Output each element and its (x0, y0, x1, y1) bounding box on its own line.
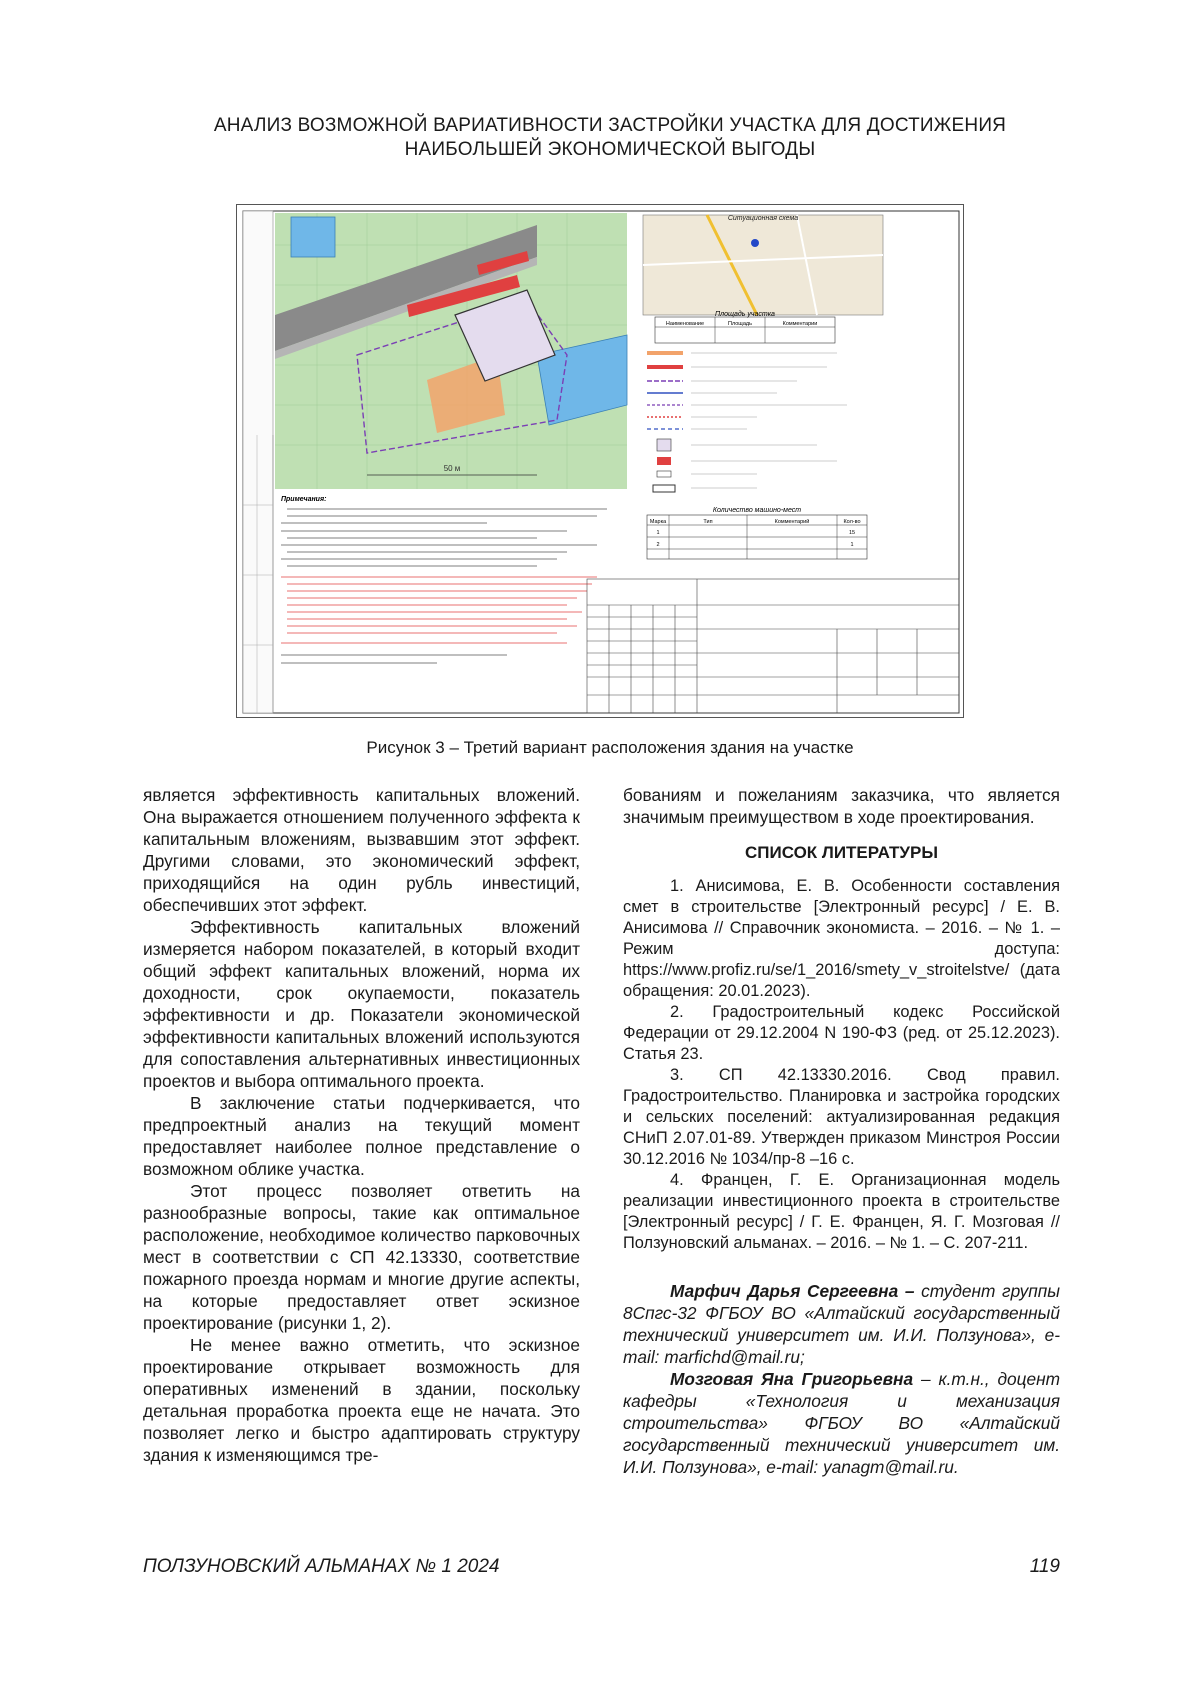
reference-item: 1. Анисимова, Е. В. Особенности составления смет в строительстве [Электронный ресурс] / Е. В. Анисимова // Справочник экономиста. – 2016. – № 1. – Режим доступа: https://www.profiz.ru/se/1_2016/smety_v_stroitelstve/ (дата обращения: 20.01.2023). (623, 877, 1060, 1000)
header-line-1: АНАЛИЗ ВОЗМОЖНОЙ ВАРИАТИВНОСТИ ЗАСТРОЙКИ УЧАСТКА ДЛЯ ДОСТИЖЕНИЯ (213, 115, 1007, 136)
parking-col-comment: Комментарий (774, 519, 810, 525)
paragraph: бованиям и пожеланиям заказчика, что является значимым преимуществом в ходе проектирования. (623, 785, 1060, 827)
situation-map (643, 215, 883, 315)
author-2-name: Мозговая Яна Григорьевна (670, 1369, 914, 1389)
reference-item: 2. Градостроительный кодекс Российской Федерации от 29.12.2004 N 190-ФЗ (ред. от 25.12.2023). Статья 23. (623, 1003, 1060, 1063)
left-column (143, 784, 580, 1466)
situation-title: Ситуационная схема (727, 215, 799, 222)
parking-row-1-count: 15 (848, 530, 856, 536)
reference-item: 4. Францен, Г. Е. Организационная модель реализации инвестиционного проекта в строительстве [Электронный ресурс] / Г. Е. Францен, Я. Г. Мозговая // Ползуновский альманах. – 2016. – № 1. – С. 207-211. (623, 1171, 1060, 1252)
parking-col-count: Кол-во (843, 519, 861, 525)
location-marker-icon (751, 239, 759, 247)
site-plan-drawing (237, 205, 964, 718)
parking-table-title: Количество машино-мест (712, 507, 802, 514)
journal-footer: ПОЛЗУНОВСКИЙ АЛЬМАНАХ № 1 2024 (143, 1556, 500, 1577)
references-title: СПИСОК ЛИТЕРАТУРЫ (745, 843, 938, 862)
area-col-name: Наименование (665, 321, 705, 327)
parking-row-2-count: 1 (850, 542, 854, 548)
author-1-name: Марфич Дарья Сергеевна – (670, 1281, 915, 1301)
paragraph: Эффективность капитальных вложений измеряется набором показателей, в который входит общий эффект капитальных вложений, норма их доходности, срок окупаемости, показатель эффективности и др. Показатели экономической эффективности капитальных вложений используются для сопоставления альтернативных инвестиционных проектов и выбора оптимального проекта. (143, 917, 580, 1091)
parking-row-1-mark: 1 (656, 530, 660, 536)
author-2-details: – к.т.н., доцент кафедры «Технология и механизация строительства» ФГБОУ ВО «Алтайский государственный технический университет им. И.И. Ползунова», e-mail: yanagm@mail.ru. (623, 1369, 1060, 1477)
right-column (623, 784, 1060, 1478)
legend (647, 351, 847, 492)
area-col-area: Площадь (728, 321, 752, 327)
notes-title: Примечания: (281, 496, 327, 503)
paragraph: является эффективность капитальных вложений. Она выражается отношением полученного эффекта к капитальным вложениям, вызвавшим этот эффект. Другими словами, это экономический эффект, приходящийся на один рубль инвестиций, обеспечивших этот эффект. (143, 785, 580, 915)
author-2 (623, 1368, 1060, 1478)
title-block (587, 579, 959, 713)
area-table-title: Площадь участка (715, 311, 775, 318)
reference-item: 3. СП 42.13330.2016. Свод правил. Градостроительство. Планировка и застройка городских и сельских поселений: актуализированная редакция СНиП 2.07.01-89. Утвержден приказом Минстроя России 30.12.2016 № 1034/пр-8 –16 с. (623, 1066, 1060, 1168)
header-line-2: НАИБОЛЬШЕЙ ЭКОНОМИЧЕСКОЙ ВЫГОДЫ (404, 139, 816, 160)
author-1-details: студент группы 8Спгс-32 ФГБОУ ВО «Алтайский государственный технический университет им. И.И. Ползунова», e-mail: marfichd@mail.ru; (623, 1281, 1060, 1367)
figure-caption: Рисунок 3 – Третий вариант расположения здания на участке (366, 738, 854, 757)
page-header (140, 114, 1080, 162)
dimension-label: 50 м (443, 464, 461, 473)
page-number: 119 (1029, 1556, 1060, 1577)
author-info (623, 1280, 1060, 1478)
figure-site-plan (236, 204, 964, 718)
parking-row-2-mark: 2 (656, 542, 660, 548)
paragraph: В заключение статьи подчеркивается, что предпроектный анализ на текущий момент предоставляет наиболее полное представление о возможном облике участка. (143, 1093, 580, 1179)
paragraph: Не менее важно отметить, что эскизное проектирование открывает возможность для оперативных изменений в здании, поскольку детальная проработка проекта еще не начата. Это позволяет легко и быстро адаптировать структуру здания к изменяющимся тре- (143, 1335, 580, 1465)
stamp-strip (243, 211, 273, 713)
paragraph: Этот процесс позволяет ответить на разнообразные вопросы, такие как оптимальное расположение, необходимое количество парковочных мест в соответствии с СП 42.13330, соответствие пожарного проезда нормам и многие другие аспекты, на которые предоставляет ответ эскизное проектирование (рисунки 1, 2). (143, 1181, 580, 1333)
water-area-1 (291, 217, 335, 257)
area-col-comment: Комментарии (782, 321, 818, 327)
author-1 (623, 1280, 1060, 1368)
notes-lines (281, 509, 607, 663)
parking-col-type: Тип (703, 519, 713, 525)
parking-col-mark: Марка (649, 519, 667, 525)
